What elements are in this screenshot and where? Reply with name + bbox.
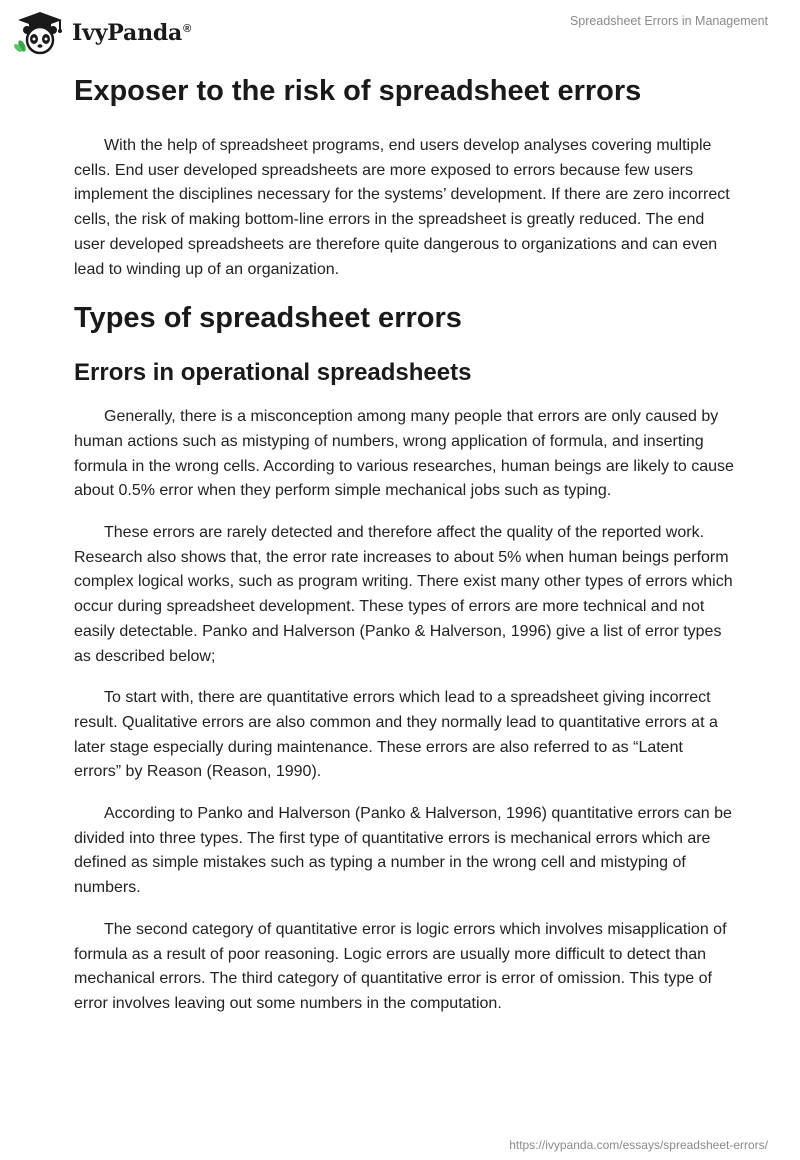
paragraph: These errors are rarely detected and therefore affect the quality of the reported work. Research also shows that, the error rate increases to about 5% when human beings perform complex logical works, such as program writing. There exist many other types of errors which occur during spreadsheet development. These types of errors are more technical and not easily detectable. Panko and Halverson (Panko & Halverson, 1996) give a list of error types as described below; (74, 524, 733, 665)
registered-mark: ® (183, 22, 192, 35)
section-heading-exposure: Exposer to the risk of spreadsheet errors (74, 75, 642, 107)
paragraph: Generally, there is a misconception among many people that errors are only caused by human actions such as mistyping of numbers, wrong application of formula, and inserting formula in the wrong cells. According to various researches, human beings are likely to cause about 0.5% error when they perform simple mechanical jobs such as typing. (74, 408, 734, 500)
panda-icon (14, 10, 66, 56)
source-url[interactable]: https://ivypanda.com/essays/spreadsheet-errors/ (509, 1138, 768, 1152)
document-title: Spreadsheet Errors in Management (569, 14, 768, 28)
paragraph: According to Panko and Halverson (Panko & Halverson, 1996) quantitative errors can be divided into three types. The first type of quantitative errors is mechanical errors which are defined as simple mistakes such as typing a number in the wrong cell and mistyping of numbers. (74, 805, 732, 897)
section-heading-types: Types of spreadsheet errors (74, 302, 462, 335)
page-header (0, 0, 800, 70)
paragraph: To start with, there are quantitative errors which lead to a spreadsheet giving incorrect result. Qualitative errors are also common and they normally lead to quantitative errors at a later stage especially during maintenance. These errors are also referred to as “Latent errors” by Reason (Reason, 1990). (74, 689, 718, 781)
paragraph: The second category of quantitative error is logic errors which involves misapplication of formula as a result of poor reasoning. Logic errors are usually more difficult to detect than mechanical errors. The third category of quantitative error is error of omission. This type of error involves leaving out some numbers in the computation. (74, 920, 727, 1012)
article-body (74, 72, 734, 1034)
brand-name: IvyPanda® (72, 20, 192, 46)
subsection-heading-operational: Errors in operational spreadsheets (74, 359, 472, 387)
ivypanda-logo[interactable] (14, 8, 191, 58)
paragraph: With the help of spreadsheet programs, end users develop analyses covering multiple cells. End user developed spreadsheets are more exposed to errors because few users implement the disciplines necessary for the systems’ development. If there are zero incorrect cells, the risk of making bottom-line errors in the spreadsheet is greatly reduced. The end user developed spreadsheets are therefore quite dangerous to organizations and can even lead to winding up of an organization. (74, 137, 730, 278)
